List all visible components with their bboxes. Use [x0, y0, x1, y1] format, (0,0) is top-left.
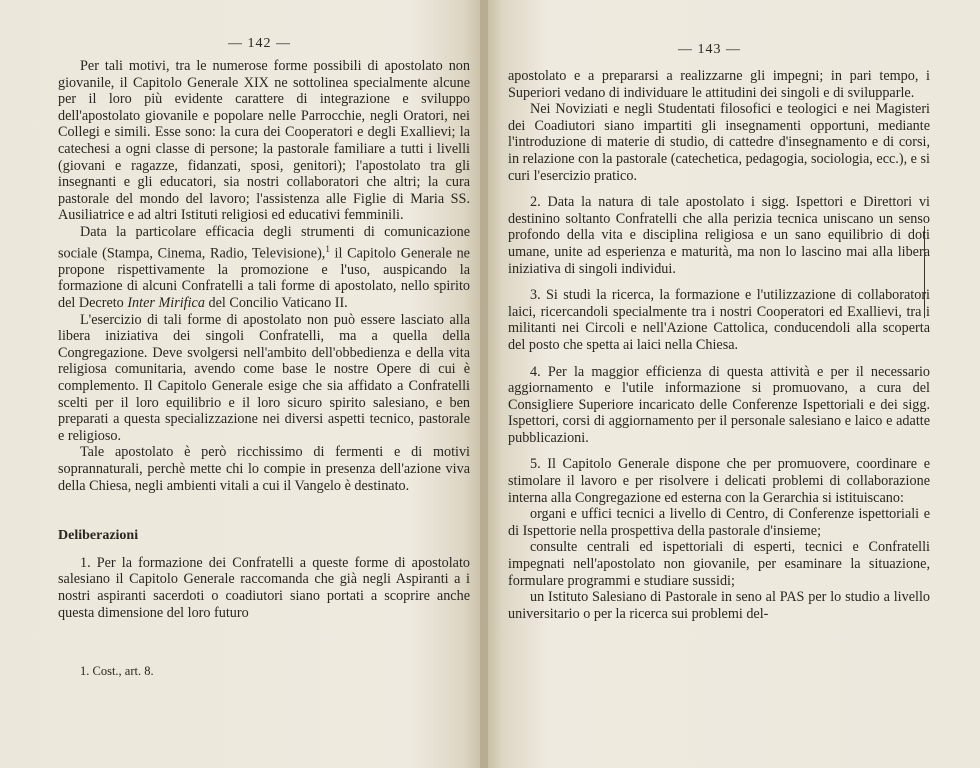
- left-page-body: [58, 58, 470, 621]
- paragraph: Nei Noviziati e negli Studentati filosofici e teologici e nei Magisteri dei Coadiutori siano impartiti gli insegnamenti opportuni, mediante l'introduzione di materie di studio, di cattedre d'insegnamento e di corsi, in relazione con la pastorale (catechetica, pedagogia, sociologia, ecc.), e si curi l'esercizio pratico.: [508, 101, 930, 184]
- deliberation-item: 5. Il Capitolo Generale dispone che per promuovere, coordinare e stimolare il lavoro e per risolvere i delicati problemi di collaborazione interna alla Congregazione ed esterna con la Gerarchia si istituiscano:: [508, 456, 930, 506]
- left-page: [0, 0, 482, 768]
- right-page: [488, 0, 980, 768]
- paragraph-text: il Capitolo Generale ne propone rispettivamente la promozione e l'uso, auspicando la formazione di alcuni Confratelli a tali forme di apostolato, nello spirito del Decreto: [58, 245, 470, 312]
- deliberation-item: 2. Data la natura di tale apostolato i sigg. Ispettori e Direttori vi destinino soltanto Confratelli che alla perizia tecnica uniscano un senso profondo della vita e disciplina religiosa e un sano equilibrio di doti umane, unite ad esperienza e maturità, ma non lo lascino mai alla libera iniziativa di singoli individui.: [508, 194, 930, 277]
- paragraph: apostolato e a prepararsi a realizzarne gli impegni; in pari tempo, i Superiori vedano di individuare le attitudini dei singoli e di svilupparle.: [508, 68, 930, 101]
- deliberation-item: 1. Per la formazione dei Confratelli a queste forme di apostolato salesiano il Capitolo Generale raccomanda che già negli Aspiranti a i nostri aspiranti sacerdoti o coadiutori siano portati a scoprire anche questa dimensione del loro futuro: [58, 554, 470, 621]
- right-page-body: [508, 68, 930, 622]
- decree-title: Inter Mirifica: [127, 295, 205, 312]
- list-item: consulte centrali ed ispettoriali di esperti, tecnici e Confratelli impegnati nell'apostolato non giovanile, per esaminare la situazione, formulare programmi e studiare sussidi;: [508, 539, 930, 589]
- list-item: organi e uffici tecnici a livello di Centro, di Conferenze ispettoriali e di Ispettorie nella prospettiva della pastorale d'insieme;: [508, 506, 930, 539]
- footnote: 1. Cost., art. 8.: [80, 664, 154, 678]
- paragraph: Tale apostolato è però ricchissimo di fermenti e di motivi soprannaturali, perchè mette chi lo compie in presenza dell'azione viva della Chiesa, negli ambienti vitali a cui il Vangelo è destinato.: [58, 444, 470, 494]
- deliberation-item: 3. Si studi la ricerca, la formazione e l'utilizzazione di collaboratori laici, ricercandoli specialmente tra i nostri Cooperatori ed Exallievi, tra i militanti nei Circoli e nell'Azione Cattolica, conducendoli alla scoperta del posto che spetta ai laici nella Chiesa.: [508, 287, 930, 353]
- deliberation-item: 4. Per la maggior efficienza di questa attività e per il necessario aggiornamento e l'utile informazione si promuovano, a cura del Consigliere Superiore incaricato delle Conferenze Ispettoriali e dei sigg. Ispettori, corsi di aggiornamento per il personale salesiano e laico e adatte pubblicazioni.: [508, 363, 930, 446]
- paragraph-text: Data la particolare efficacia degli strumenti di comunicazione sociale (Stampa, Cinema, Radio, Televisione),: [58, 223, 470, 262]
- page-number: — 143 —: [678, 42, 741, 57]
- paragraph: [58, 224, 470, 312]
- page-number: — 142 —: [228, 36, 291, 51]
- paragraph: Per tali motivi, tra le numerose forme possibili di apostolato non giovanile, il Capitolo Generale XIX ne sottolinea specialmente alcune per il loro più evidente carattere di integrazione e sviluppo dell'apostolato giovanile e popolare nelle Parrocchie, negli Oratori, nei Collegi e simili. Esse sono: la cura dei Cooperatori e degli Exallievi; la catechesi a ogni classe di persone; la pastorale familiare a tutti i livelli (giovani e ragazze, fidanzati, sposi, genitori); l'apostolato tra gli insegnanti e gli educatori, sia nostri collaboratori che altri; la cura pastorale del mondo del lavoro; l'assistenza alle Figlie di Maria SS. Ausiliatrice e ad altri Istituti religiosi ed educativi femminili.: [58, 58, 470, 224]
- footnote-marker: 1: [325, 243, 330, 254]
- paragraph-text: del Concilio Vaticano II.: [204, 295, 348, 312]
- list-item: un Istituto Salesiano di Pastorale in seno al PAS per lo studio a livello universitario o per la ricerca sui problemi del-: [508, 589, 930, 622]
- paragraph: L'esercizio di tali forme di apostolato non può essere lasciato alla libera iniziativa dei singoli Confratelli, ma a quella della Congregazione. Deve svolgersi nell'ambito dell'obbedienza e della vita religiosa comunitaria, avendo come base le nostre Opere di cui è complemento. Il Capitolo Generale esige che sia affidato a Confratelli scelti per il loro equilibrio e il loro sicuro spirito salesiano, e ben preparati a questa specializzazione nei diversi aspetti tecnico, pastorale e religioso.: [58, 311, 470, 444]
- section-heading: Deliberazioni: [58, 528, 139, 544]
